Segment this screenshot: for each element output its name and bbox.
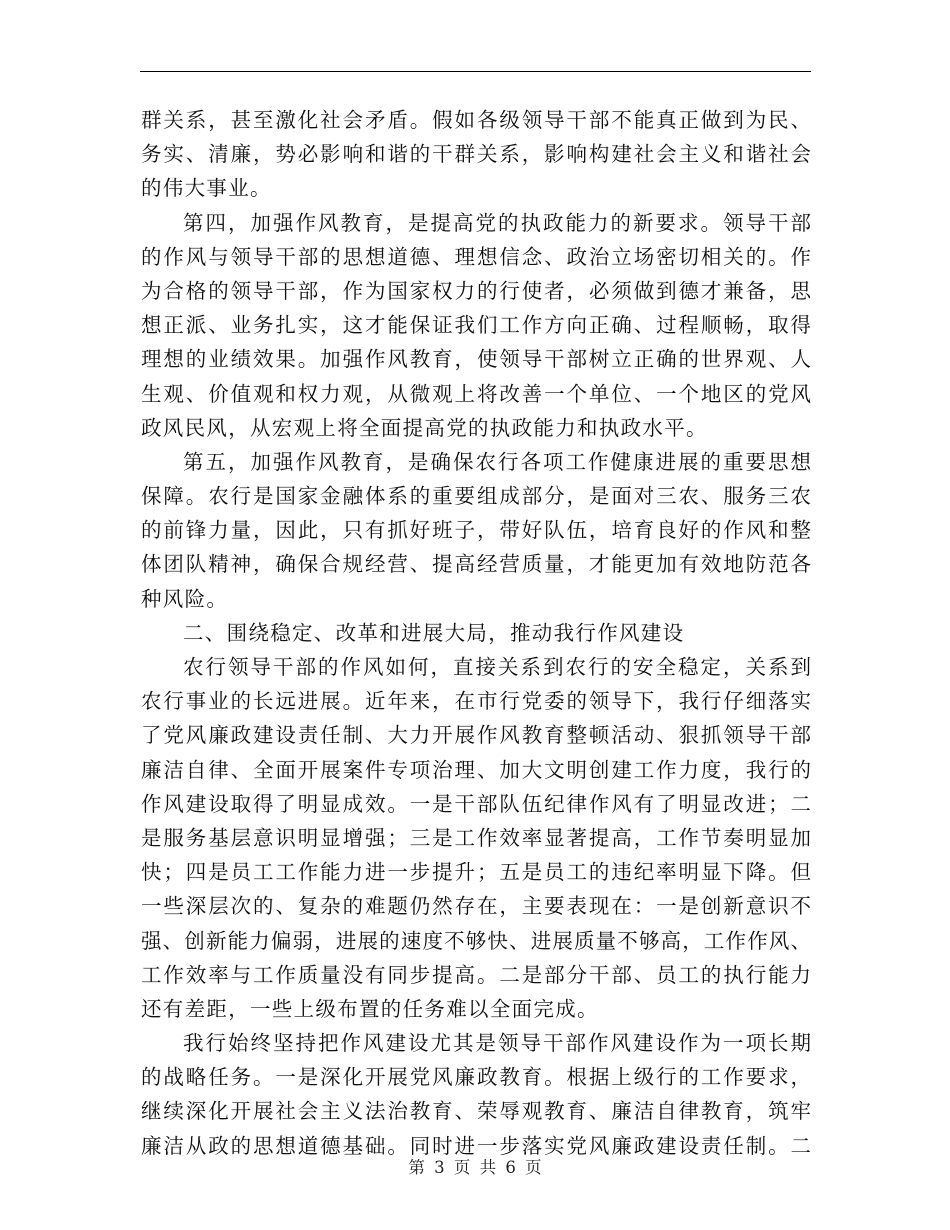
text-line: 第五，加强作风教育，是确保农行各项工作健康进展的重要思想 <box>183 449 811 474</box>
text-line: 廉洁自律、全面开展案件专项治理、加大文明创建工作力度，我行的 <box>141 757 811 782</box>
page-number: 第 3 页 共 6 页 <box>408 1158 542 1177</box>
text-line: 的战略任务。一是深化开展党风廉政教育。根据上级行的工作要求， <box>141 1065 811 1090</box>
text-line: 种风险。 <box>141 586 229 611</box>
text-line: 的伟大事业。 <box>141 176 272 201</box>
text-line: 农行事业的长远进展。近年来，在市行党委的领导下，我行仔细落实 <box>141 689 811 714</box>
text-line: 我行始终坚持把作风建设尤其是领导干部作风建设作为一项长期 <box>183 1031 811 1056</box>
text-line: 工作效率与工作质量没有同步提高。二是部分干部、员工的执行能力 <box>141 962 811 987</box>
text-line: 继续深化开展社会主义法治教育、荣辱观教育、廉洁自律教育，筑牢 <box>141 1099 811 1124</box>
text-line: 快；四是员工工作能力进一步提升；五是员工的违纪率明显下降。但 <box>141 860 811 885</box>
text-line: 政风民风，从宏观上将全面提高党的执政能力和执政水平。 <box>141 415 708 440</box>
text-line: 强、创新能力偏弱，进展的速度不够快、进展质量不够高，工作作风、 <box>141 928 811 953</box>
text-line: 廉洁从政的思想道德基础。同时进一步落实党风廉政建设责任制。二 <box>141 1133 811 1158</box>
text-line: 想正派、业务扎实，这才能保证我们工作方向正确、过程顺畅，取得 <box>141 313 811 338</box>
text-line: 群关系，甚至激化社会矛盾。假如各级领导干部不能真正做到为民、 <box>141 108 811 132</box>
section-heading: 二、围绕稳定、改革和进展大局，推动我行作风建设 <box>183 620 685 645</box>
text-line: 一些深层次的、复杂的难题仍然存在，主要表现在：一是创新意识不 <box>141 894 811 919</box>
text-line: 还有差距，一些上级布置的任务难以全面完成。 <box>141 996 599 1021</box>
text-line: 的作风与领导干部的思想道德、理想信念、政治立场密切相关的。作 <box>141 244 811 269</box>
text-line: 保障。农行是国家金融体系的重要组成部分，是面对三农、服务三农 <box>141 484 811 509</box>
text-line: 第四，加强作风教育，是提高党的执政能力的新要求。领导干部 <box>183 210 811 235</box>
text-line: 是服务基层意识明显增强；三是工作效率显著提高，工作节奏明显加 <box>141 825 811 850</box>
text-line: 体团队精神，确保合规经营、提高经营质量，才能更加有效地防范各 <box>141 552 811 577</box>
text-line: 作风建设取得了明显成效。一是干部队伍纪律作风有了明显改进；二 <box>141 791 811 816</box>
text-line: 务实、清廉，势必影响和谐的干群关系，影响构建社会主义和谐社会 <box>141 142 811 167</box>
text-line: 生观、价值观和权力观，从微观上将改善一个单位、一个地区的党风 <box>141 381 811 406</box>
text-line: 为合格的领导干部，作为国家权力的行使者，必须做到德才兼备，思 <box>141 278 811 303</box>
text-line: 理想的业绩效果。加强作风教育，使领导干部树立正确的世界观、人 <box>141 347 811 372</box>
text-line: 了党风廉政建设责任制、大力开展作风教育整顿活动、狠抓领导干部 <box>141 723 811 748</box>
text-line: 的前锋力量，因此，只有抓好班子，带好队伍，培育良好的作风和整 <box>141 518 811 543</box>
text-line: 农行领导干部的作风如何，直接关系到农行的安全稳定，关系到 <box>183 655 811 679</box>
document-body <box>141 103 811 1163</box>
header-rule <box>140 71 811 72</box>
